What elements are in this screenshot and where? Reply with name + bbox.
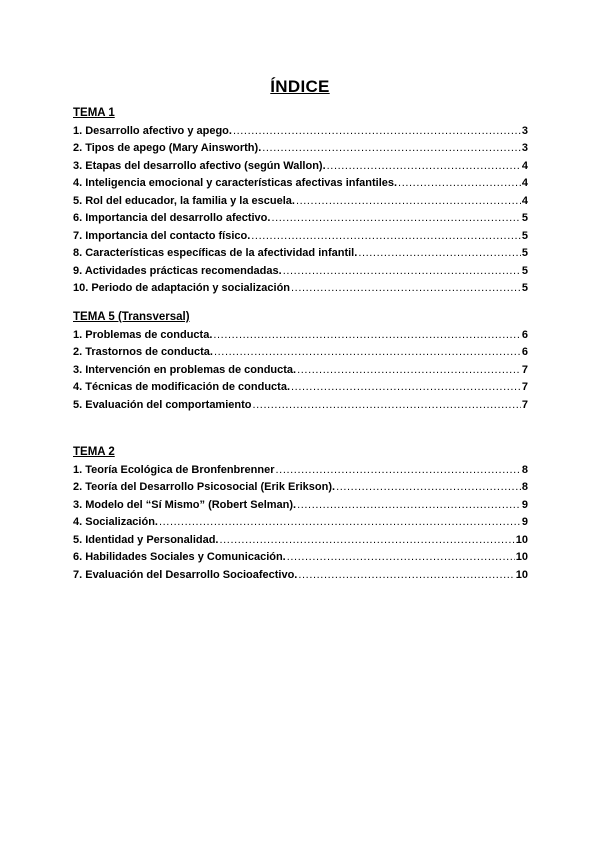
toc-entry[interactable] [73,362,528,378]
toc-entry[interactable] [73,228,528,244]
toc-entry[interactable] [73,479,528,495]
toc-page-number: 7 [521,398,528,411]
toc-leader-dots [298,567,514,583]
section-tema-1 [73,105,528,297]
toc-entry-label: 8. Características específicas de la afectividad infantil. [73,247,358,260]
toc-page-number: 5 [521,212,528,225]
toc-entry-label: 6. Importancia del desarrollo afectivo. [73,212,271,225]
toc-entry-label: 4. Técnicas de modificación de conducta. [73,381,291,394]
toc-entry-label: 5. Identidad y Personalidad. [73,533,219,546]
toc-page-number: 5 [521,247,528,260]
toc-entry-label: 2. Tipos de apego (Mary Ainsworth). [73,142,262,155]
toc-entry-label: 3. Modelo del “Sí Mismo” (Robert Selman). [73,498,297,511]
toc-entry-label: 4. Inteligencia emocional y características afectivas infantiles. [73,177,398,190]
toc-leader-dots [398,175,521,191]
toc-page-number: 6 [521,346,528,359]
toc-page-number: 7 [521,381,528,394]
toc-page-number: 5 [521,281,528,294]
toc-entry[interactable] [73,379,528,395]
toc-leader-dots [283,263,521,279]
toc-page-number: 5 [521,264,528,277]
toc-entry-label: 7. Evaluación del Desarrollo Socioafectivo. [73,568,298,581]
toc-entry-label: 9. Actividades prácticas recomendadas. [73,264,282,277]
toc-entry[interactable] [73,549,528,565]
toc-entry[interactable] [73,532,528,548]
toc-entry[interactable] [73,158,528,174]
toc-entry[interactable] [73,210,528,226]
toc-page-number: 4 [521,177,528,190]
toc-entry[interactable] [73,193,528,209]
toc-entry-label: 3. Etapas del desarrollo afectivo (según Wallon). [73,159,326,172]
toc-page-number: 7 [521,363,528,376]
toc-entry-label: 7. Importancia del contacto físico. [73,229,251,242]
toc-entry[interactable] [73,175,528,191]
toc-page-number: 10 [515,533,528,546]
toc-leader-dots [213,327,521,343]
toc-page-number: 9 [521,516,528,529]
section-tema-5 [73,309,528,414]
toc-entry-label: 1. Problemas de conducta. [73,329,213,341]
toc-entry[interactable] [73,397,528,413]
toc-entry[interactable] [73,280,528,296]
toc-leader-dots [296,193,521,209]
section-heading: TEMA 5 (Transversal) [73,311,190,323]
toc-leader-dots [327,158,521,174]
toc-page-number: 8 [521,464,528,476]
toc-leader-dots [336,479,521,495]
toc-page-number: 10 [515,568,528,581]
toc-entry[interactable] [73,514,528,530]
toc-entry[interactable] [73,462,528,478]
toc-entry[interactable] [73,344,528,360]
page-title: ÍNDICE [270,77,330,96]
toc-leader-dots [291,379,521,395]
toc-entry[interactable] [73,327,528,343]
toc-entry[interactable] [73,140,528,156]
toc-entry-label: 3. Intervención en problemas de conducta. [73,363,297,376]
toc-entry-label: 5. Rol del educador, la familia y la escuela. [73,194,295,207]
toc-entry-label: 2. Trastornos de conducta. [73,346,213,359]
toc-page-number: 10 [515,551,528,564]
toc-page-number: 9 [521,498,528,511]
toc-leader-dots [251,228,521,244]
toc-leader-dots [262,140,521,156]
section-heading: TEMA 2 [73,446,115,458]
toc-leader-dots [291,280,521,296]
toc-leader-dots [253,397,521,413]
toc-entry[interactable] [73,263,528,279]
toc-leader-dots [358,245,521,261]
toc-entry-label: 6. Habilidades Sociales y Comunicación. [73,551,286,564]
section-tema-2 [73,444,528,584]
toc-page-number: 6 [521,329,528,341]
toc-page-number: 4 [521,194,528,207]
toc-leader-dots [159,514,521,530]
toc-entry-label: 1. Desarrollo afectivo y apego. [73,125,232,137]
toc-leader-dots [276,462,521,478]
toc-entry[interactable] [73,245,528,261]
toc-page-number: 3 [521,125,528,137]
toc-page-number: 8 [521,481,528,494]
toc-entry-label: 2. Teoría del Desarrollo Psicosocial (Erik Erikson). [73,481,336,494]
toc-entry-label: 5. Evaluación del comportamiento [73,398,252,411]
toc-leader-dots [271,210,520,226]
toc-leader-dots [297,497,521,513]
toc-entry-label: 10. Periodo de adaptación y socialización [73,281,291,294]
toc-entry-label: 1. Teoría Ecológica de Bronfenbrenner [73,464,275,476]
toc-page-number: 3 [521,142,528,155]
section-heading: TEMA 1 [73,107,115,119]
toc-leader-dots [297,362,521,378]
toc-leader-dots [214,344,521,360]
toc-entry-label: 4. Socialización. [73,516,158,529]
toc-leader-dots [287,549,515,565]
toc-leader-dots [233,123,521,139]
toc-entry[interactable] [73,497,528,513]
toc-page-number: 4 [521,159,528,172]
toc-page-number: 5 [521,229,528,242]
toc-entry[interactable] [73,123,528,139]
toc-leader-dots [219,532,514,548]
toc-entry[interactable] [73,567,528,583]
